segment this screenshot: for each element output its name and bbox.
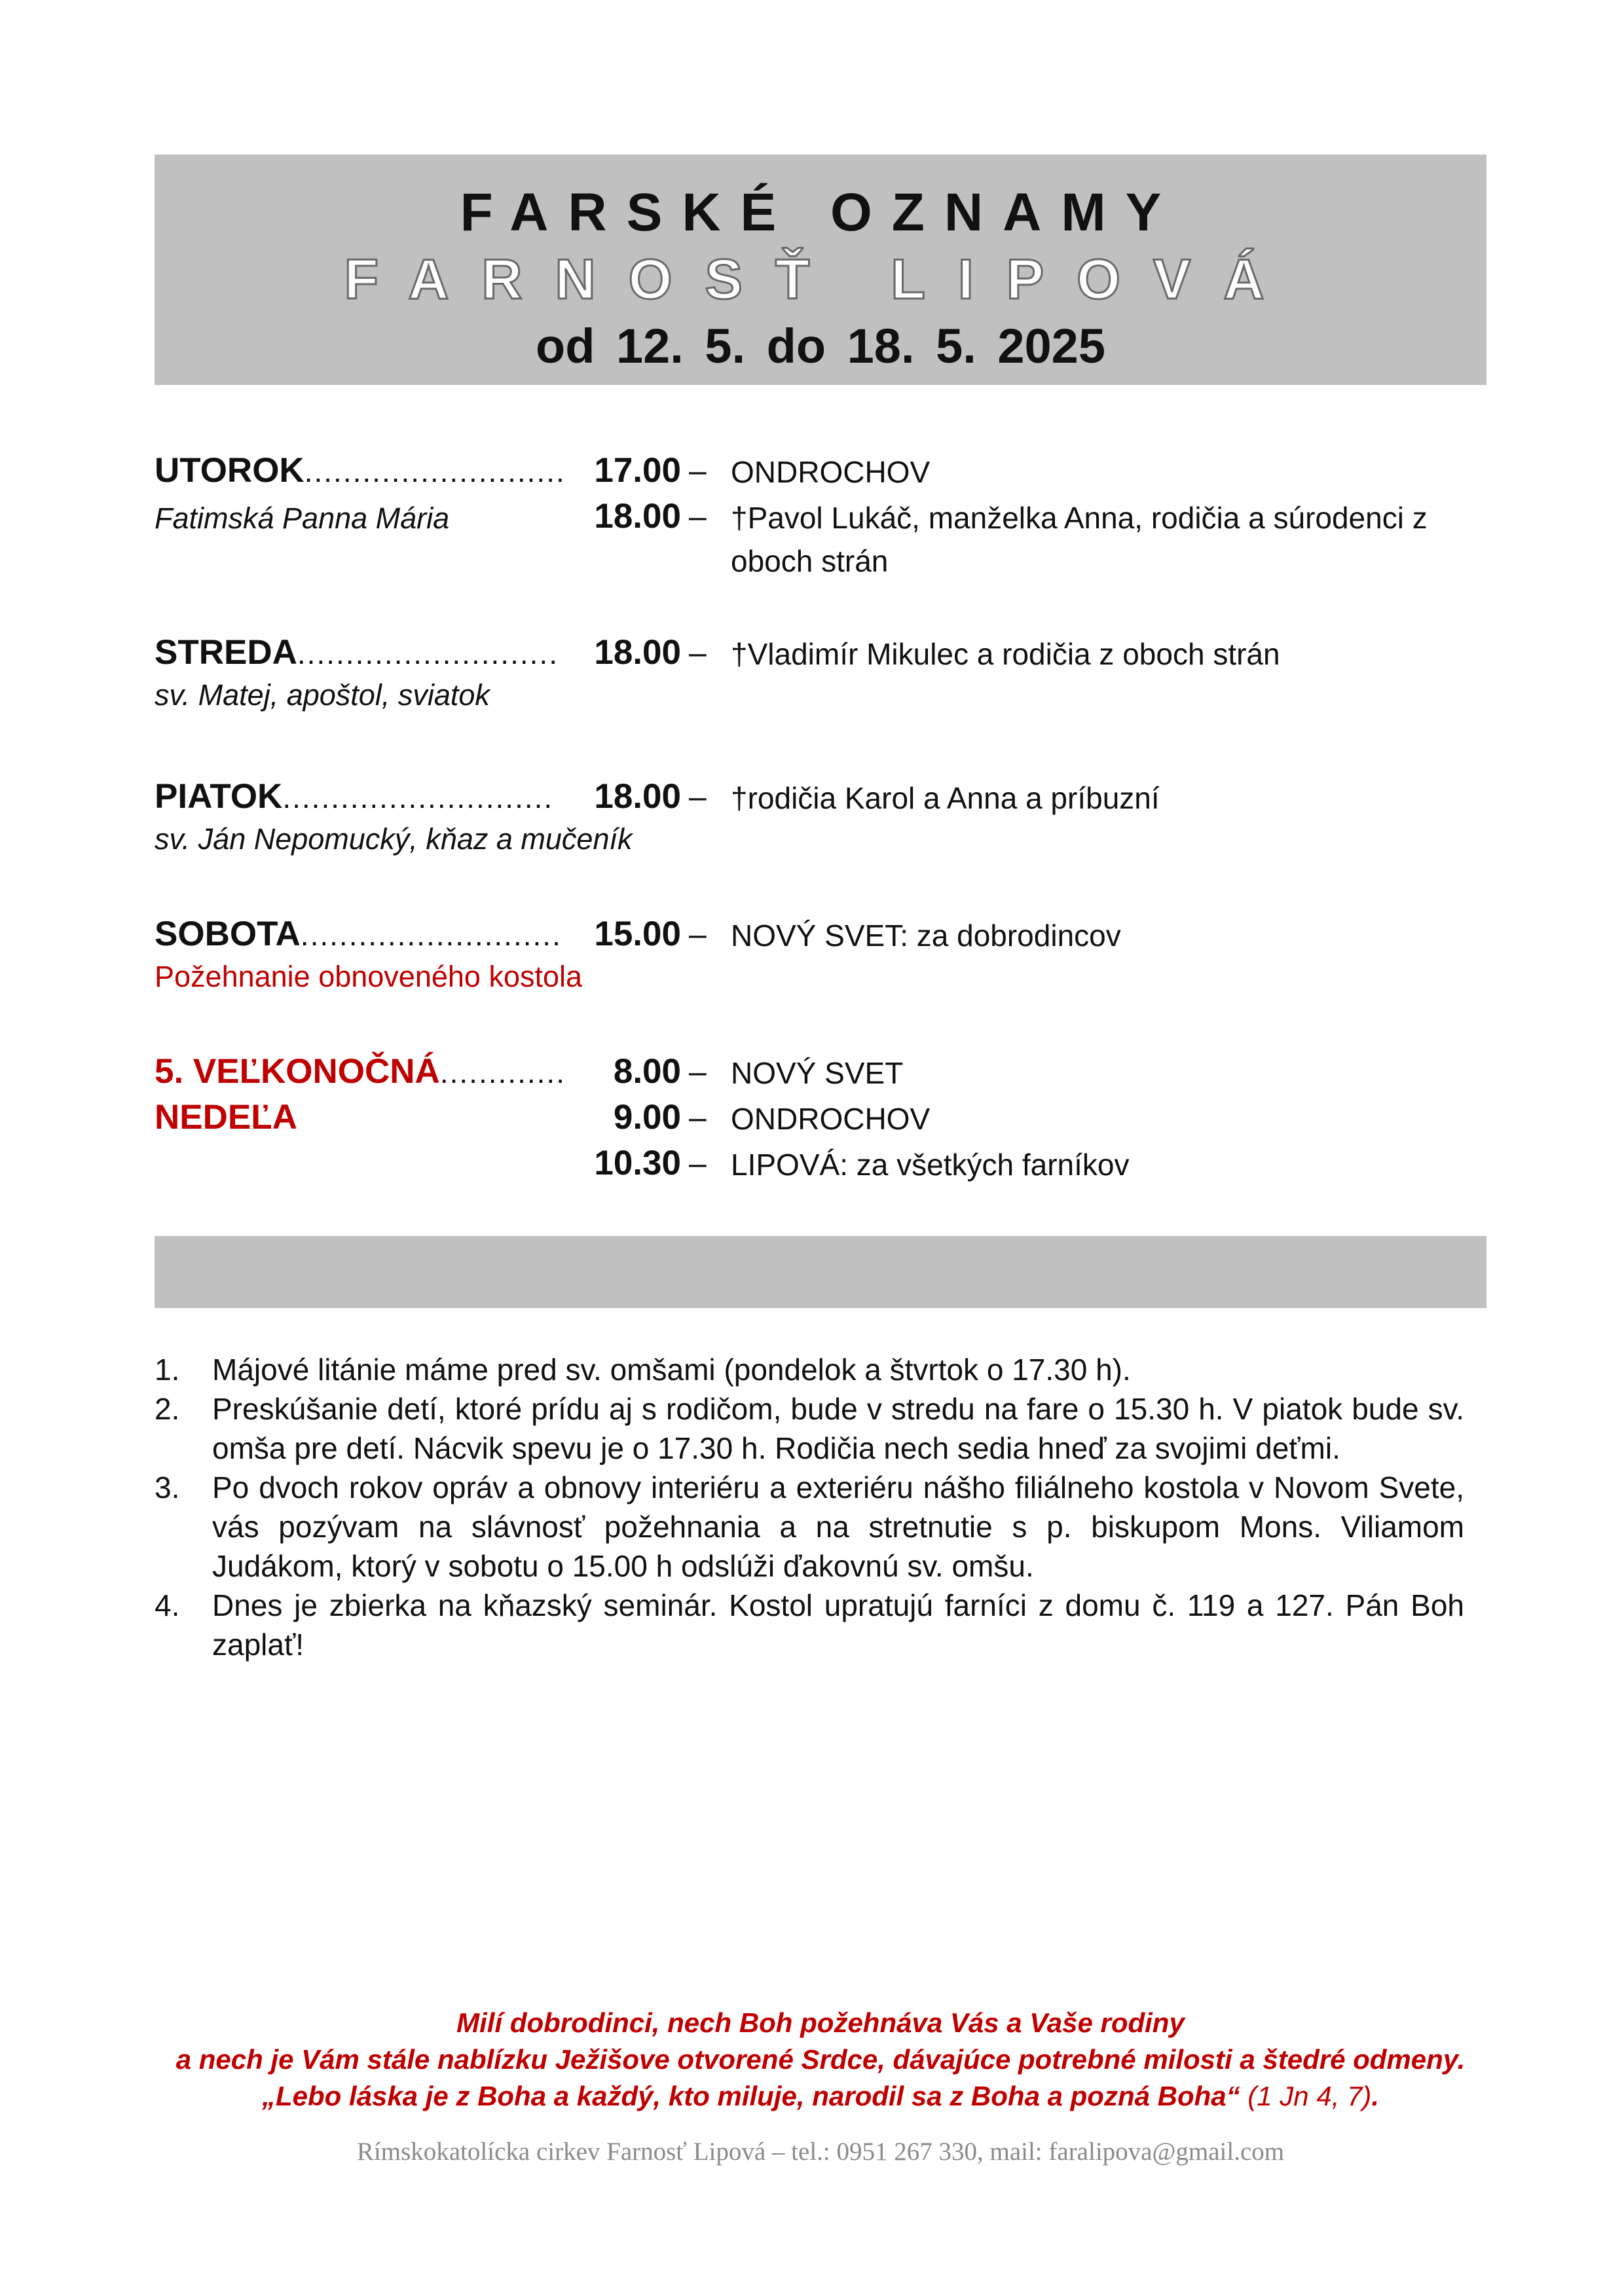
mass-time: 10.30 (594, 1144, 681, 1182)
mass-intention: ONDROCHOV (731, 1102, 931, 1136)
mass-time: 15.00 (594, 915, 681, 953)
separator-dash: – (689, 917, 707, 952)
separator-dash: – (689, 1055, 707, 1089)
page-title: FARSKÉ OZNAMY (460, 183, 1181, 242)
separator-dash: – (689, 780, 707, 814)
notice-text: Májové litánie máme pred sv. omšami (pondelok a štvrtok o 17.30 h). (212, 1353, 1131, 1387)
day-name-sunday: 5. VEĽKONOČNÁ............. (155, 1052, 566, 1091)
notice-text: Preskúšanie detí, ktoré prídu aj s rodičom, bude v stredu na fare o 15.30 h. V piatok bude sv. omša pre detí. Nácvik spevu je o 17.30 h. Rodičia nech sedia hneď za svojimi deťmi. (212, 1392, 1464, 1465)
separator-dash: – (689, 1101, 707, 1135)
mass-intention: NOVÝ SVET (731, 1056, 904, 1090)
list-item (155, 1468, 1464, 1586)
mass-intention: †Pavol Lukáč, manželka Anna, rodičia a súrodenci z oboch strán (731, 501, 1428, 578)
day-name-friday: PIATOK............................ (155, 777, 554, 816)
list-item (155, 1350, 1464, 1389)
separator-dash: – (689, 636, 707, 670)
mass-intention: ONDROCHOV (731, 455, 931, 489)
list-item (155, 1586, 1464, 1664)
scripture-reference: (1 Jn 4, 7) (1247, 2081, 1372, 2111)
mass-intention: NOVÝ SVET: za dobrodincov (731, 919, 1121, 953)
day-name-saturday: SOBOTA........................... (155, 915, 562, 953)
list-item (155, 1389, 1464, 1468)
header-band (155, 155, 1486, 385)
separator-dash: – (689, 1146, 707, 1181)
day-name-sunday-line2: NEDEĽA (155, 1098, 297, 1137)
mass-time: 18.00 (594, 633, 681, 672)
item-number: 1. (155, 1353, 180, 1387)
item-number: 3. (155, 1470, 180, 1504)
mass-time: 8.00 (613, 1052, 681, 1091)
separator-dash: – (689, 454, 707, 488)
feast-note: sv. Ján Nepomucký, kňaz a mučeník (155, 822, 633, 856)
notice-text: Po dvoch rokov opráv a obnovy interiéru a exteriéru nášho filiálneho kostola v Novom Svete, vás pozývam na slávnosť požehnania a na stretnutie s p. biskupom Mons. Viliamom Judákom, ktorý v sobotu o 15.00 h odslúži ďakovnú sv. omšu. (212, 1470, 1464, 1583)
day-name-tuesday: UTOROK........................... (155, 451, 566, 490)
mass-intention: LIPOVÁ: za všetkých farníkov (731, 1148, 1130, 1182)
blessing-line: a nech je Vám stále nablízku Ježišove otvorené Srdce, dávajúce potrebné milosti a štedré odmeny. (175, 2044, 1466, 2075)
section-divider-band (155, 1236, 1486, 1308)
mass-intention: †Vladimír Mikulec a rodičia z oboch strán (731, 637, 1280, 671)
mass-time: 17.00 (594, 451, 681, 490)
day-name-wednesday: STREDA........................... (155, 633, 559, 672)
notice-text: Dnes je zbierka na kňazský seminár. Kostol upratujú farníci z domu č. 119 a 127. Pán Boh zaplať! (212, 1588, 1464, 1662)
item-number: 2. (155, 1392, 180, 1426)
mass-intention: †rodičia Karol a Anna a príbuzní (731, 781, 1160, 815)
scripture-quote: „Lebo láska je z Boha a každý, kto miluje, narodil sa z Boha a pozná Boha“ (1 Jn 4, 7). (261, 2081, 1380, 2111)
feast-note: sv. Matej, apoštol, sviatok (155, 678, 490, 712)
closing-blessing (155, 2005, 1486, 2115)
parish-name: FARNOSŤ LIPOVÁ (344, 248, 1297, 311)
item-number: 4. (155, 1588, 180, 1622)
mass-time: 18.00 (594, 497, 681, 536)
mass-time: 18.00 (594, 777, 681, 816)
mass-time: 9.00 (613, 1098, 681, 1137)
notices-list (155, 1350, 1464, 1664)
feast-note: Fatimská Panna Mária (155, 501, 450, 535)
footer-contact: Rímskokatolícka cirkev Farnosť Lipová – tel.: 0951 267 330, mail: faralipova@gmail.com (356, 2138, 1285, 2166)
event-note: Požehnanie obnoveného kostola (155, 960, 583, 993)
separator-dash: – (689, 500, 707, 534)
date-range: od 12. 5. do 18. 5. 2025 (536, 319, 1105, 373)
blessing-line: Milí dobrodinci, nech Boh požehnáva Vás a Vaše rodiny (456, 2007, 1185, 2038)
